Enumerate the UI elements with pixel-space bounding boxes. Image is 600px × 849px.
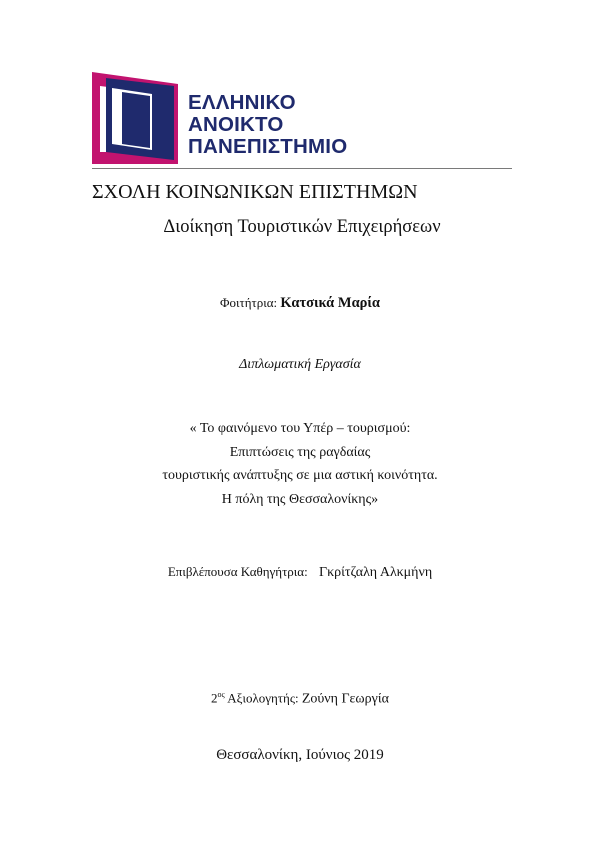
place-and-date: Θεσσαλονίκη, Ιούνιος 2019 xyxy=(216,747,384,763)
examiner-ordinal: ος xyxy=(217,690,225,699)
supervisor-label: Επιβλέπουσα Καθηγήτρια: xyxy=(167,564,308,579)
thesis-title-line-1: « Το φαινόμενο του Υπέρ – τουρισμού: xyxy=(189,421,411,436)
thesis-title xyxy=(0,417,600,511)
document-type: Διπλωματική Εργασία xyxy=(239,357,361,372)
thesis-title-line-2: Επιπτώσεις της ραγδαίας xyxy=(229,444,371,460)
thesis-title-line-3: τουριστικής ανάπτυξης σε μια αστική κοινότητα. xyxy=(162,468,438,483)
department-name: Διοίκηση Τουριστικών Επιχειρήσεων xyxy=(163,217,441,237)
examiner-line xyxy=(0,690,600,707)
header-divider xyxy=(92,168,512,169)
logo-line-2: ΑΝΟΙΚΤΟ xyxy=(188,113,284,136)
student-line xyxy=(0,295,600,312)
university-logo-mark xyxy=(92,72,178,164)
student-name: Κατσικά Μαρία xyxy=(280,295,381,311)
university-logo-text xyxy=(188,92,347,158)
thesis-title-line-4: Η πόλη της Θεσσαλονίκης» xyxy=(221,491,379,507)
examiner-number: 2 xyxy=(211,690,218,706)
examiner-label: Αξιολογητής: xyxy=(227,690,299,706)
logo-line-1: ΕΛΛΗΝΙΚΟ xyxy=(188,91,296,114)
student-label: Φοιτήτρια: xyxy=(219,295,278,310)
supervisor-line xyxy=(0,564,600,581)
logo-line-3: ΠΑΝΕΠΙΣΤΗΜΙΟ xyxy=(188,135,348,158)
supervisor-name: Γκρίτζαλη Αλκμήνη xyxy=(318,565,433,580)
school-name: ΣΧΟΛΗ ΚΟΙΝΩΝΙΚΩΝ ΕΠΙΣΤΗΜΩΝ xyxy=(92,181,418,203)
examiner-name: Ζούνη Γεωργία xyxy=(301,691,389,707)
